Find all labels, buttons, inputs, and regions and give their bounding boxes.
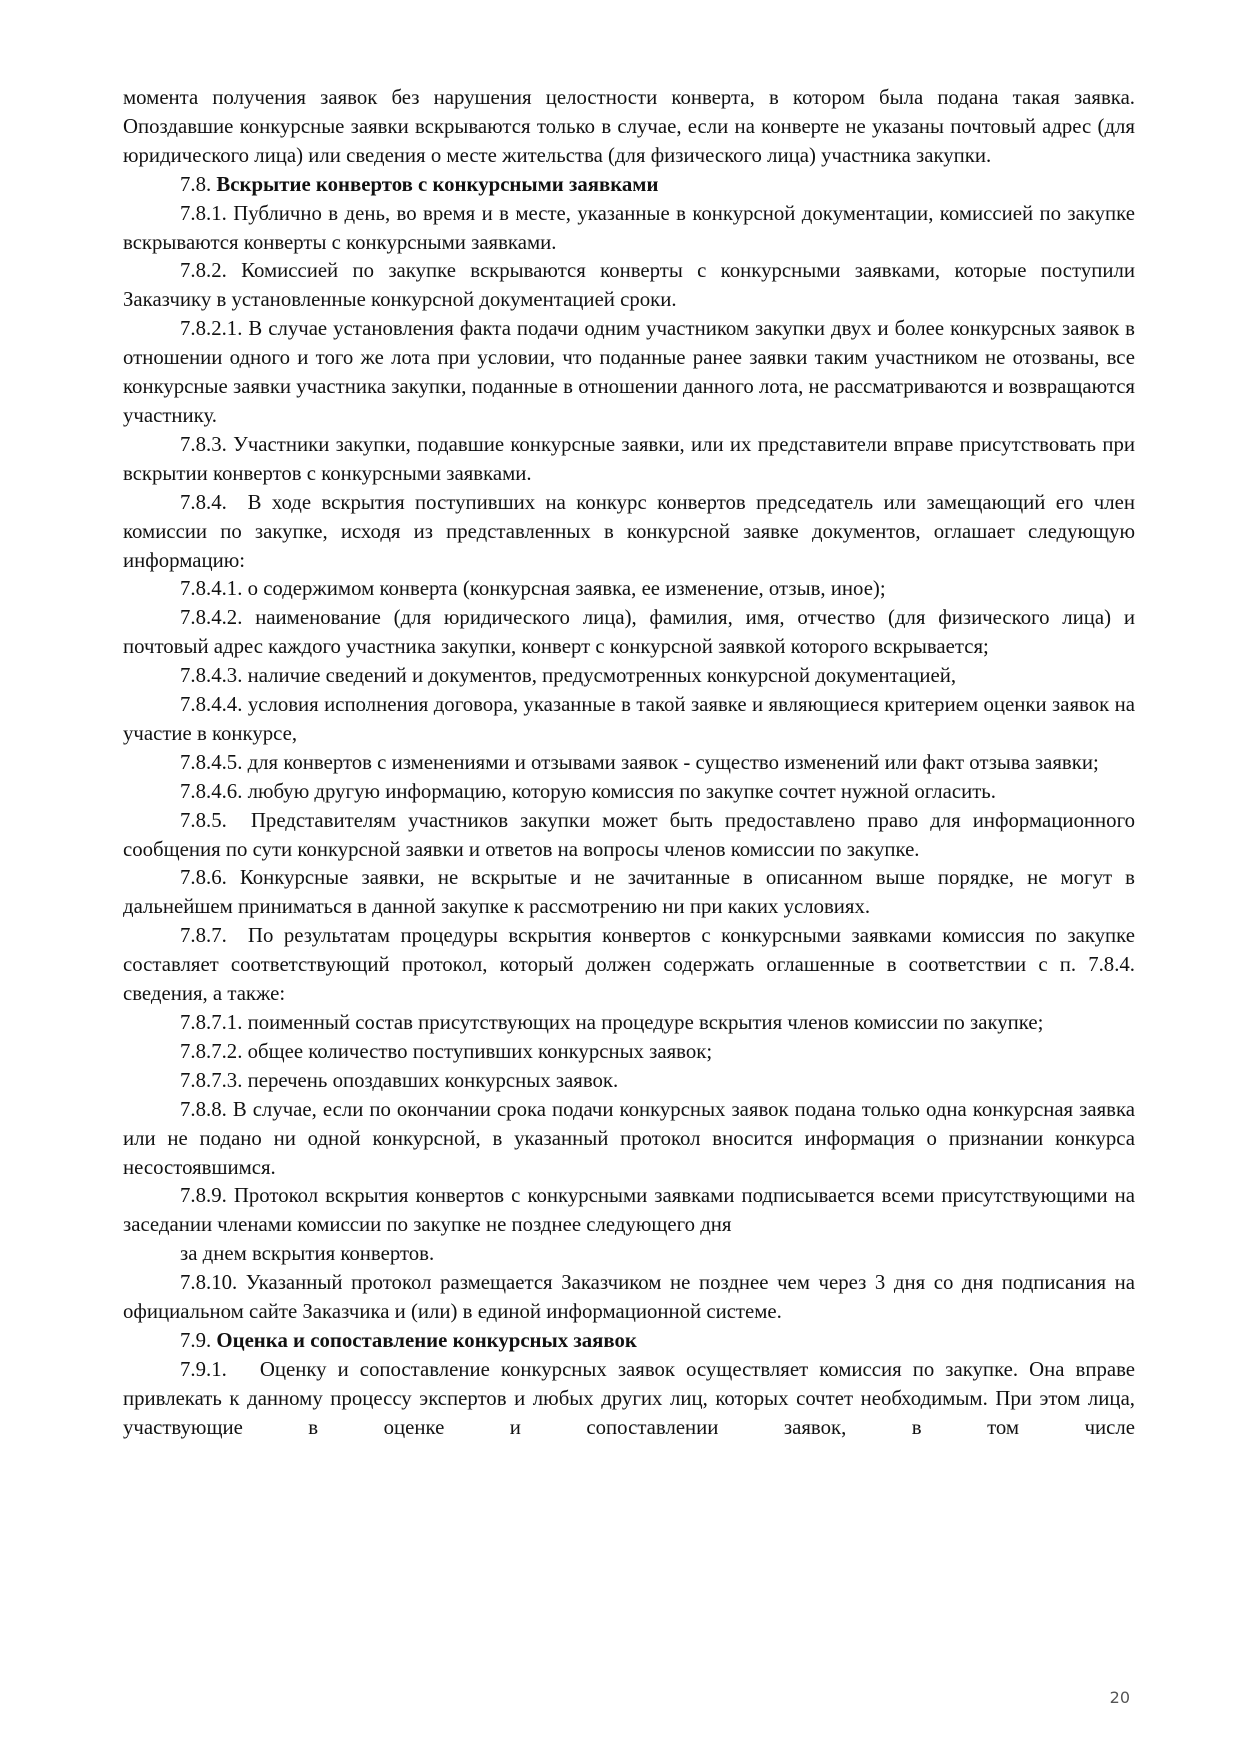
clause-number: 7.8.2. [180, 259, 242, 283]
clause-7-8-4-1 [123, 575, 1135, 604]
clause-7-8-8 [123, 1096, 1135, 1183]
clause-text: наименование (для юридического лица), фамилия, имя, отчество (для физического лица) и почтовый адрес каждого участника закупки, конверт с конкурсной заявкой которого вскрывается; [123, 606, 1135, 659]
clause-number: 7.8.1. [180, 201, 234, 225]
clause-text: В случае установления факта подачи одним участником закупки двух и более конкурсных заявок в отношении одного и того же лота при условии, что поданные ранее заявки таким участником не отозваны, все конкурсные заявки участника закупки, поданные в отношении данного лота, не рассматриваются и возвращаются участнику. [123, 317, 1136, 427]
clause-text: наличие сведений и документов, предусмотренных конкурсной документацией, [247, 664, 957, 688]
section-heading-7-9 [123, 1327, 1135, 1356]
section-heading-7-8 [123, 171, 1135, 200]
clause-text: Конкурсные заявки, не вскрытые и не зачитанные в описанном выше порядке, не могут в дальнейшем приниматься в данной закупке к рассмотрению ни при каких условиях. [123, 866, 1135, 919]
clause-text: Публично в день, во время и в месте, указанные в конкурсной документации, комиссией по закупке вскрываются конверты с конкурсными заявками. [123, 201, 1135, 254]
clause-text: любую другую информацию, которую комиссия по закупке сочтет нужной огласить. [247, 779, 996, 803]
clause-text: общее количество поступивших конкурсных заявок; [247, 1039, 713, 1063]
clause-number: 7.8.3. [180, 432, 234, 456]
clause-number: 7.8.10. [180, 1271, 246, 1295]
paragraph-text: момента получения заявок без нарушения целостности конверта, в котором была подана такая заявка. Опоздавшие конкурсные заявки вскрываются только в случае, если на конверте не указаны почтовый адрес (для юридического лица) или сведения о месте жительства (для физического лица) участника закупки. [123, 86, 1135, 167]
clause-7-8-7-1 [123, 1009, 1135, 1038]
clause-7-8-7-3 [123, 1067, 1135, 1096]
clause-text: Протокол вскрытия конвертов с конкурсными заявками подписывается всеми присутствующими на заседании членами комиссии по закупке не позднее следующего дня [123, 1184, 1135, 1237]
clause-number: 7.8.7.3. [180, 1068, 248, 1092]
clause-number: 7.9.1. [180, 1357, 260, 1381]
clause-text: за днем вскрытия конвертов. [180, 1242, 435, 1266]
clause-text: В ходе вскрытия поступивших на конкурс конвертов председатель или замещающий его член комиссии по закупке, исходя из представленных в конкурсной заявке документов, оглашает следующую информацию: [123, 490, 1135, 572]
clause-text: По результатам процедуры вскрытия конвертов с конкурсными заявками комиссия по закупке составляет соответствующий протокол, который должен содержать оглашенные в соответствии с п. 7.8.4. сведения, а также: [123, 924, 1135, 1006]
clause-text: Указанный протокол размещается Заказчиком не позднее чем через 3 дня со дня подписания на официальном сайте Заказчика и (или) в единой информационной системе. [123, 1271, 1136, 1324]
clause-7-8-2 [123, 257, 1135, 315]
document-page [123, 84, 1135, 1443]
clause-number: 7.8.4. [180, 490, 248, 514]
clause-7-8-1 [123, 200, 1135, 258]
clause-number: 7.8.4.2. [180, 606, 256, 630]
page-number: 20 [1109, 1688, 1130, 1707]
clause-text: Оценку и сопоставление конкурсных заявок осуществляет комиссия по закупке. Она вправе привлекать к данному процессу экспертов и любых других лиц, которых сочтет необходимым. При этом лица, участвующие в оценке и сопоставлении заявок, в том числе [123, 1357, 1136, 1439]
clause-number: 7.8.9. [180, 1184, 234, 1208]
clause-7-9-1 [123, 1356, 1135, 1443]
clause-number: 7.8.5. [180, 808, 251, 832]
clause-text: Участники закупки, подавшие конкурсные заявки, или их представители вправе присутствовать при вскрытии конвертов с конкурсными заявками. [123, 432, 1135, 485]
clause-number: 7.8.4.4. [180, 693, 248, 717]
clause-text: условия исполнения договора, указанные в такой заявке и являющиеся критерием оценки заявок на участие в конкурсе, [123, 693, 1136, 745]
clause-text: Комиссией по закупке вскрываются конверты с конкурсными заявками, которые поступили Заказчику в установленные конкурсной документацией сроки. [123, 259, 1135, 312]
clause-7-8-9 [123, 1182, 1135, 1240]
clause-7-8-4-3 [123, 662, 1135, 691]
clause-number: 7.8.4.1. [180, 577, 248, 601]
clause-7-8-7 [123, 922, 1135, 1009]
clause-number: 7.8.8. [180, 1097, 233, 1121]
paragraph-continuation [123, 84, 1135, 171]
clause-7-8-4-5 [123, 749, 1135, 778]
clause-number: 7.9. [180, 1328, 217, 1352]
clause-text: В случае, если по окончании срока подачи конкурсных заявок подана только одна конкурсная заявка или не подано ни одной конкурсной, в указанный протокол вносится информация о признании конкурса несостоявшимся. [123, 1097, 1135, 1179]
clause-number: 7.8.4.6. [180, 779, 248, 803]
clause-number: 7.8.7.2. [180, 1039, 248, 1063]
section-heading-text: Оценка и сопоставление конкурсных заявок [216, 1328, 637, 1352]
clause-number: 7.8.7.1. [180, 1011, 248, 1034]
clause-7-8-5 [123, 807, 1135, 865]
clause-number: 7.8.7. [180, 924, 248, 948]
clause-7-8-3 [123, 431, 1135, 489]
clause-7-8-2-1 [123, 315, 1135, 431]
clause-text: Представителям участников закупки может быть предоставлено право для информационного сообщения по сути конкурсной заявки и ответов на вопросы членов комиссии по закупке. [123, 808, 1135, 861]
clause-number: 7.8.6. [180, 866, 240, 890]
clause-7-8-4-6 [123, 778, 1135, 807]
section-heading-text: Вскрытие конвертов с конкурсными заявками [216, 172, 659, 196]
clause-number: 7.8.4.5. [180, 750, 248, 774]
clause-7-8-4-2 [123, 604, 1135, 662]
clause-number: 7.8.2.1. [180, 317, 249, 341]
clause-7-8-4 [123, 489, 1135, 576]
clause-7-8-9-continuation [123, 1240, 1135, 1269]
clause-text: для конвертов с изменениями и отзывами заявок - существо изменений или факт отзыва заявки; [247, 750, 1099, 774]
clause-text: перечень опоздавших конкурсных заявок. [247, 1068, 619, 1092]
clause-text: поименный состав присутствующих на процедуре вскрытия членов комиссии по закупке; [247, 1011, 1044, 1034]
clause-7-8-10 [123, 1269, 1135, 1327]
clause-7-8-4-4 [123, 691, 1135, 749]
clause-7-8-6 [123, 864, 1135, 922]
clause-7-8-7-2 [123, 1038, 1135, 1067]
clause-number: 7.8. [180, 172, 217, 196]
clause-text: о содержимом конверта (конкурсная заявка, ее изменение, отзыв, иное); [247, 577, 886, 601]
clause-number: 7.8.4.3. [180, 664, 248, 688]
